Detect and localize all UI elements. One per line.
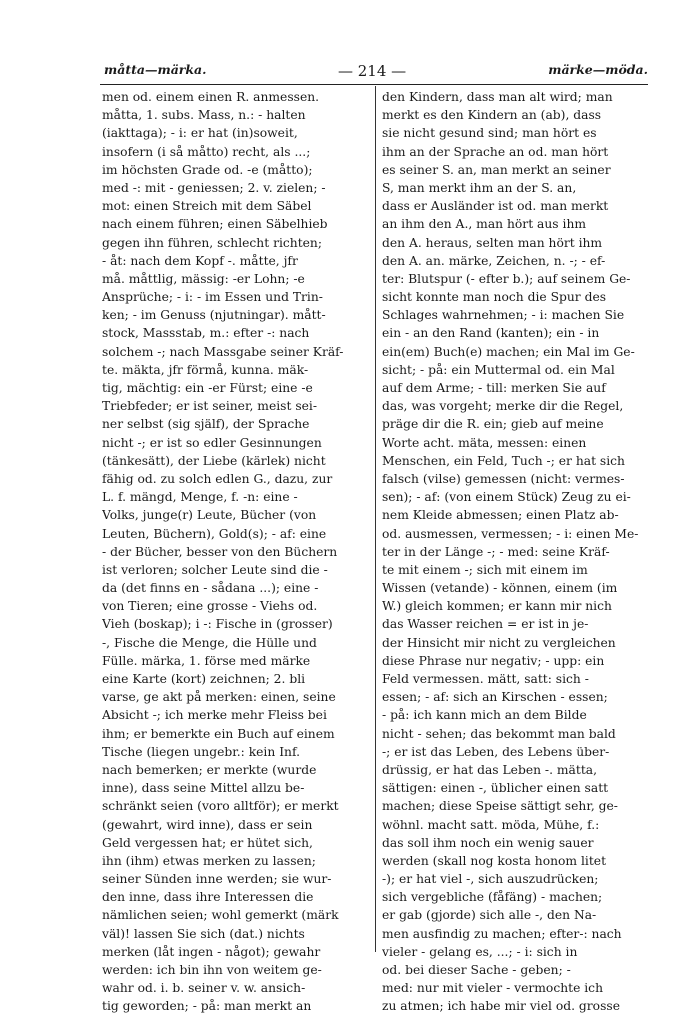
text-line: ein - an den Rand (kanten); ein - in [382,326,600,341]
text-line: te mit einem -; sich mit einem im [382,562,588,577]
text-line: (gewahrt, wird inne), dass er sein [102,817,313,832]
text-line: Feld vermessen. mätt, satt: sich - [382,672,589,686]
text-line: sicht; - på: ein Muttermal od. ein Mal [382,362,615,377]
header-rule [100,84,648,85]
text-line: drüssig, er hat das Leben -. mätta, [382,762,598,777]
text-line: Vieh (boskap); i -: Fische in (grosser) [102,617,333,632]
text-line: ner selbst (sig själf), der Sprache [102,417,310,432]
text-line: tig geworden; - på: man merkt an [102,999,312,1014]
text-line: wahr od. i. b. seiner v. w. ansich- [102,981,306,996]
text-line: väl)! lassen Sie sich (dat.) nichts [102,926,305,941]
text-line: nem Kleide abmessen; einen Platz ab- [382,508,619,523]
text-line: od. ausmessen, vermessen; - i: einen Me- [382,526,639,541]
text-line: ist verloren; solcher Leute sind die - [102,562,328,577]
text-line: -; er ist das Leben, des Lebens über- [382,744,610,759]
text-line: måtta, 1. subs. Mass, n.: - halten [102,108,306,123]
text-line: - åt: nach dem Kopf -. måtte, jfr [102,253,298,268]
right-column [382,88,652,1016]
text-line: werden (skall nog kosta honom litet [382,853,607,868]
column-divider [375,86,376,952]
text-line: insofern (i så måtto) recht, als ...; [102,144,311,159]
text-line: seiner Sünden inne werden; sie wur- [102,872,332,887]
text-line: men od. einem einen R. anmessen. [102,90,320,104]
text-line: Menschen, ein Feld, Tuch -; er hat sich [382,453,625,468]
text-line: schränkt seien (voro alltför); er merkt [102,799,339,814]
text-line: sen); - af: (von einem Stück) Zeug zu ei- [382,490,631,505]
text-line: essen; - af: sich an Kirschen - essen; [382,690,608,705]
text-line: Volks, junge(r) Leute, Bücher (von [102,508,317,523]
text-line: L. f. mängd, Menge, f. -n: eine - [102,490,298,505]
text-line: im höchsten Grade od. -e (måtto); [102,162,313,177]
text-line: das Wasser reichen = er ist in je- [382,617,589,632]
text-line: Worte acht. mäta, messen: einen [382,435,587,450]
text-line: - der Bücher, besser von den Büchern [102,544,338,559]
text-line: diese Phrase nur negativ; - upp: ein [382,653,605,668]
text-line: nach einem führen; einen Säbelhieb [102,217,328,232]
text-line: das, was vorgeht; merke dir die Regel, [382,399,624,414]
text-line: den inne, dass ihre Interessen die [102,890,314,905]
text-line: das soll ihm noch ein wenig sauer [382,835,594,850]
text-line: merkt es den Kindern an (ab), dass [382,108,602,123]
text-line: varse, ge akt på merken: einen, seine [102,690,336,705]
text-line: fähig od. zu solch edlen G., dazu, zur [102,471,333,486]
text-line: ihn (ihm) etwas merken zu lassen; [102,853,316,868]
text-line: ihm an der Sprache an od. man hört [382,144,609,159]
text-line: eine Karte (kort) zeichnen; 2. bli [102,672,306,686]
text-line: vieler - gelang es, ...; - i: sich in [382,944,578,959]
text-line: zu atmen; ich habe mir viel od. grosse [382,999,620,1014]
text-line: auf dem Arme; - till: merken Sie auf [382,381,606,395]
text-line: ter: Blutspur (- efter b.); auf seinem Ge- [382,271,631,286]
text-line: merken (låt ingen - något); gewahr [102,944,321,959]
text-line: den A. heraus, selten man hört ihm [382,235,603,250]
text-line: med: nur mit vieler - vermochte ich [382,981,603,996]
text-line: Fülle. märka, 1. förse med märke [102,653,311,668]
text-line: präge dir die R. ein; gieb auf meine [382,417,604,432]
text-line: von Tieren; eine grosse - Viehs od. [102,599,318,614]
text-line: mot: einen Streich mit dem Säbel [102,199,312,214]
text-line: da (det finns en - sådana ...); eine - [102,581,319,596]
text-line: sättigen: einen -, üblicher einen satt [382,781,609,796]
text-line: (iakttaga); - i: er hat (in)soweit, [102,126,298,141]
text-line: -, Fische die Menge, die Hülle und [102,635,317,650]
text-line: W.) gleich kommen; er kann mir nich [382,599,612,614]
text-line: sicht konnte man noch die Spur des [382,290,607,305]
text-line: -); er hat viel -, sich auszudrücken; [382,872,599,887]
text-line: dass er Ausländer ist od. man merkt [382,199,609,214]
text-line: wöhnl. macht satt. möda, Mühe, f.: [382,817,600,832]
text-line: ken; - im Genuss (njutningar). mått- [102,308,326,323]
text-line: må. måttlig, mässig: -er Lohn; -e [102,271,305,286]
left-column [102,88,372,1016]
text-line: ter in der Länge -; - med: seine Kräf- [382,544,610,559]
text-line: machen; diese Speise sättigt sehr, ge- [382,799,618,814]
text-line: gegen ihn führen, schlecht richten; [102,235,322,250]
text-line: nämlichen seien; wohl gemerkt (märk [102,908,339,923]
text-line: sie nicht gesund sind; man hört es [382,126,597,141]
text-line: solchem -; nach Massgabe seiner Kräf- [102,344,344,359]
text-line: te. mäkta, jfr förmå, kunna. mäk- [102,362,309,377]
text-line: Ansprüche; - i: - im Essen und Trin- [102,290,323,305]
text-line: Absicht -; ich merke mehr Fleiss bei [102,708,327,723]
text-line: od. bei dieser Sache - geben; - [382,963,571,977]
text-line: nach bemerken; er merkte (wurde [102,762,317,777]
text-line: Wissen (vetande) - können, einem (im [382,581,618,596]
text-line: Tische (liegen ungebr.: kein Inf. [102,744,300,759]
text-line: sich vergebliche (fåfäng) - machen; [382,890,603,905]
text-line: Triebfeder; er ist seiner, meist sei- [102,399,317,414]
text-line: tig, mächtig: ein -er Fürst; eine -e [102,381,313,395]
text-line: Geld vergessen hat; er hütet sich, [102,835,313,850]
text-line: ein(em) Buch(e) machen; ein Mal im Ge- [382,344,635,359]
text-line: inne), dass seine Mittel allzu be- [102,781,305,796]
page-number: — 214 — [338,62,407,80]
text-line: er gab (gjorde) sich alle -, den Na- [382,908,597,923]
text-line: med -: mit - geniessen; 2. v. zielen; - [102,180,326,195]
text-line: men ausfindig zu machen; efter-: nach [382,926,622,941]
text-line: Schlages wahrnehmen; - i: machen Sie [382,308,625,323]
text-line: der Hinsicht mir nicht zu vergleichen [382,635,616,650]
text-line: Leuten, Büchern), Gold(s); - af: eine [102,526,327,541]
text-line: an ihm den A., man hört aus ihm [382,217,587,232]
text-line: werden: ich bin ihn von weitem ge- [102,963,322,977]
text-line: den A. an. märke, Zeichen, n. -; - ef- [382,253,606,268]
text-line: es seiner S. an, man merkt an seiner [382,162,611,177]
running-head-right: märke—möda. [548,62,648,77]
text-line: S, man merkt ihm an der S. an, [382,180,577,195]
running-head-left: måtta—märka. [104,62,207,77]
text-line: stock, Massstab, m.: efter -: nach [102,326,310,341]
text-line: nicht -; er ist so edler Gesinnungen [102,435,322,450]
text-line: falsch (vilse) gemessen (nicht: vermes- [382,471,625,486]
text-line: nicht - sehen; das bekommt man bald [382,726,616,741]
text-line: ihm; er bemerkte ein Buch auf einem [102,726,335,741]
text-line: (tänkesätt), der Liebe (kärlek) nicht [102,453,326,468]
text-line: den Kindern, dass man alt wird; man [382,90,613,104]
text-line: - på: ich kann mich an dem Bilde [382,708,587,723]
